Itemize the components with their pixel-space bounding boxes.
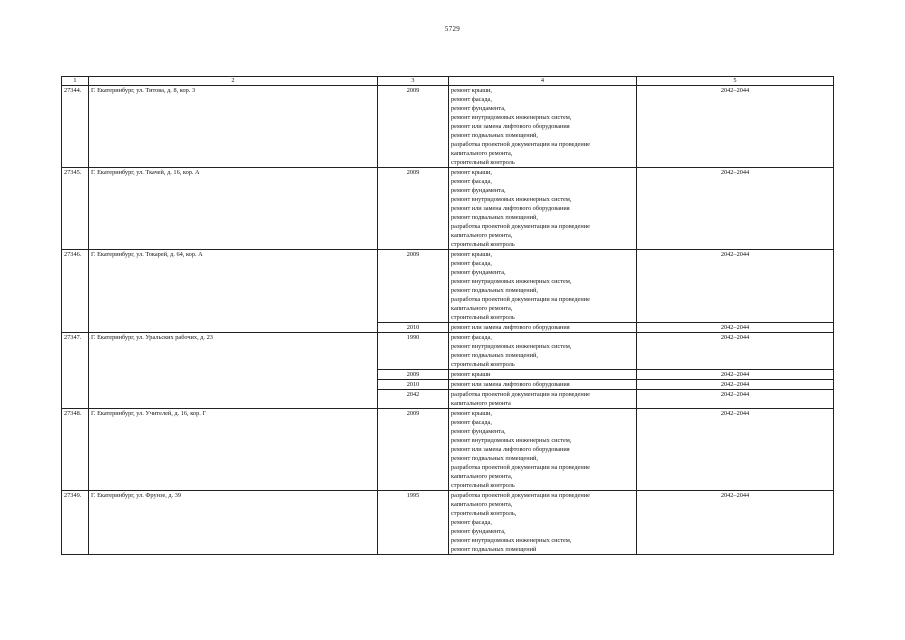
row-number: 27346.: [62, 250, 89, 333]
work-item: разработка проектной документации на проведение: [451, 492, 590, 499]
repair-schedule-table: [61, 76, 834, 555]
row-year: 2009: [378, 168, 449, 250]
work-item: разработка проектной документации на проведение: [451, 296, 590, 303]
row-number: 27348.: [62, 409, 89, 491]
work-item: ремонт внутридомовых инженерных систем,: [451, 537, 572, 544]
row-address: Г. Екатеринбург, ул. Учителей, д. 16, кор. Г: [89, 409, 378, 491]
work-item: строительный контроль: [451, 314, 515, 321]
column-header: 4: [449, 77, 637, 86]
row-works: [449, 370, 637, 380]
row-works: [449, 323, 637, 333]
work-item: ремонт фундамента,: [451, 187, 506, 194]
row-year: 2009: [378, 250, 449, 323]
work-item: строительный контроль: [451, 361, 515, 368]
row-period: 2042–2044: [637, 491, 834, 555]
work-item: капитального ремонта,: [451, 305, 513, 312]
row-year: 2009: [378, 370, 449, 380]
work-item: ремонт или замена лифтового оборудования: [451, 381, 570, 388]
header-row: [62, 77, 834, 86]
row-year: 2009: [378, 409, 449, 491]
work-item: разработка проектной документации на проведение: [451, 141, 590, 148]
row-year: 2009: [378, 86, 449, 168]
table-row: [62, 168, 834, 250]
work-item: ремонт крыши: [451, 371, 491, 378]
row-period: 2042–2044: [637, 168, 834, 250]
row-works: [449, 390, 637, 409]
table-row: [62, 333, 834, 370]
table-row: [62, 250, 834, 323]
work-item: ремонт подвальных помещений,: [451, 352, 538, 359]
work-item: ремонт или замена лифтового оборудования: [451, 123, 570, 130]
row-period: 2042–2044: [637, 380, 834, 390]
row-period: 2042–2044: [637, 86, 834, 168]
work-item: капитального ремонта,: [451, 150, 513, 157]
work-item: ремонт фасада,: [451, 96, 492, 103]
work-item: ремонт подвальных помещений,: [451, 287, 538, 294]
work-item: ремонт внутридомовых инженерных систем,: [451, 437, 572, 444]
work-item: ремонт фундамента,: [451, 269, 506, 276]
work-item: ремонт крыши,: [451, 410, 493, 417]
work-item: ремонт фасада,: [451, 334, 492, 341]
work-item: разработка проектной документации на проведение: [451, 223, 590, 230]
row-number: 27345.: [62, 168, 89, 250]
row-address: Г. Екатеринбург, ул. Титова, д. 8, кор. 3: [89, 86, 378, 168]
row-works: [449, 86, 637, 168]
work-item: ремонт внутридомовых инженерных систем,: [451, 343, 572, 350]
row-works: [449, 380, 637, 390]
row-works: [449, 250, 637, 323]
page-number: 5729: [444, 25, 461, 33]
work-item: строительный контроль: [451, 482, 515, 489]
work-item: ремонт фасада,: [451, 178, 492, 185]
work-item: капитального ремонта,: [451, 501, 513, 508]
work-item: ремонт фундамента,: [451, 428, 506, 435]
row-address: Г. Екатеринбург, ул. Уральских рабочих, д. 23: [89, 333, 378, 409]
work-item: строительный контроль,: [451, 510, 517, 517]
row-works: [449, 491, 637, 555]
row-period: 2042–2044: [637, 333, 834, 370]
work-item: ремонт или замена лифтового оборудования: [451, 205, 570, 212]
work-item: ремонт подвальных помещений,: [451, 455, 538, 462]
work-item: ремонт крыши,: [451, 169, 493, 176]
column-header: 2: [89, 77, 378, 86]
row-address: Г. Екатеринбург, ул. Ткачей, д. 16, кор. А: [89, 168, 378, 250]
work-item: капитального ремонта,: [451, 473, 513, 480]
work-item: ремонт фасада,: [451, 260, 492, 267]
row-year: 1990: [378, 333, 449, 370]
row-number: 27347.: [62, 333, 89, 409]
row-address: Г. Екатеринбург, ул. Токарей, д. 64, кор. А: [89, 250, 378, 333]
row-works: [449, 409, 637, 491]
work-item: ремонт внутридомовых инженерных систем,: [451, 278, 572, 285]
work-item: строительный контроль: [451, 159, 515, 166]
work-item: ремонт фасада,: [451, 519, 492, 526]
row-year: 2042: [378, 390, 449, 409]
work-item: капитального ремонта,: [451, 232, 513, 239]
table-row: [62, 409, 834, 491]
row-period: 2042–2044: [637, 370, 834, 380]
row-address: Г. Екатеринбург, ул. Фрунзе, д. 39: [89, 491, 378, 555]
column-header: 1: [62, 77, 89, 86]
work-item: разработка проектной документации на проведение: [451, 391, 590, 398]
column-header: 5: [637, 77, 834, 86]
row-year: 2010: [378, 380, 449, 390]
work-item: ремонт фундамента,: [451, 105, 506, 112]
row-period: 2042–2044: [637, 250, 834, 323]
work-item: ремонт подвальных помещений,: [451, 214, 538, 221]
work-item: ремонт внутридомовых инженерных систем,: [451, 114, 572, 121]
row-number: 27344.: [62, 86, 89, 168]
table-row: [62, 491, 834, 555]
work-item: разработка проектной документации на проведение: [451, 464, 590, 471]
work-item: ремонт или замена лифтового оборудования: [451, 446, 570, 453]
row-year: 1995: [378, 491, 449, 555]
work-item: ремонт подвальных помещений: [451, 546, 537, 553]
row-period: 2042–2044: [637, 323, 834, 333]
row-period: 2042–2044: [637, 409, 834, 491]
row-year: 2010: [378, 323, 449, 333]
row-number: 27349.: [62, 491, 89, 555]
work-item: ремонт или замена лифтового оборудования: [451, 324, 570, 331]
row-works: [449, 168, 637, 250]
work-item: ремонт крыши,: [451, 87, 493, 94]
work-item: ремонт фасада,: [451, 419, 492, 426]
work-item: ремонт подвальных помещений,: [451, 132, 538, 139]
table-row: [62, 86, 834, 168]
row-period: 2042–2044: [637, 390, 834, 409]
work-item: строительный контроль: [451, 241, 515, 248]
column-header: 3: [378, 77, 449, 86]
work-item: ремонт внутридомовых инженерных систем,: [451, 196, 572, 203]
work-item: ремонт крыши,: [451, 251, 493, 258]
row-works: [449, 333, 637, 370]
work-item: ремонт фундамента,: [451, 528, 506, 535]
work-item: капитального ремонта: [451, 400, 511, 407]
